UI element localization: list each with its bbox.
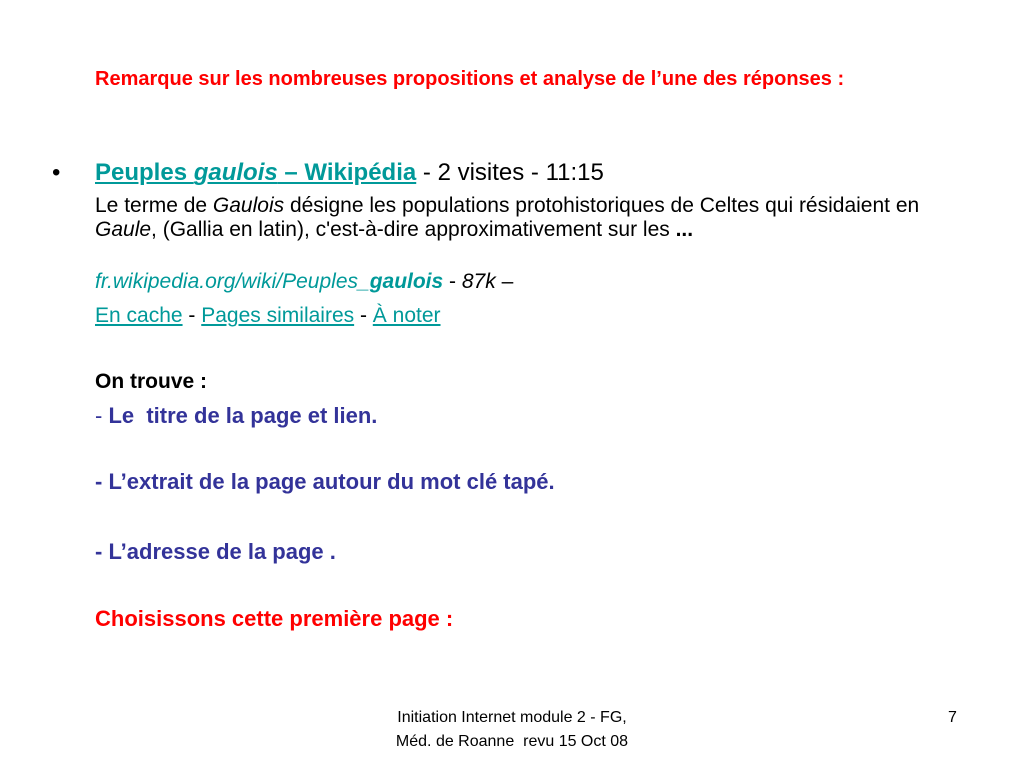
title-part-peuples: Peuples [95,159,194,186]
page-number: 7 [948,709,957,726]
search-result-title-link[interactable] [95,159,416,186]
bullet-marker: • [52,159,61,186]
url-base: fr.wikipedia.org/wiki/Peuples_ [95,270,370,293]
size-dash: – [495,270,514,293]
page-size: 87k [461,270,496,293]
note-link[interactable]: À noter [372,304,441,327]
url-keyword: gaulois [369,270,444,293]
snippet-ellipsis: ... [675,218,694,241]
search-result-url-line [95,269,513,295]
search-result-links [95,303,441,329]
search-result-url [95,270,443,293]
search-result-title-line [95,158,604,188]
snippet-term-gaule: Gaule [95,218,152,241]
footer-line-1: Initiation Internet module 2 - FG, [397,709,627,726]
item-text: Le titre de la page et lien. [108,403,378,428]
analysis-item-title [95,402,377,430]
link-separator: - [354,304,373,327]
cache-link[interactable]: En cache [95,304,183,327]
slide-heading: Remarque sur les nombreuses propositions et analyse de l’une des réponses : [95,68,845,90]
analysis-intro: On trouve : [95,370,208,393]
item-dash: - [95,403,109,428]
snippet-term-gaulois: Gaulois [212,194,285,217]
slide-footer [344,706,680,754]
url-separator: - [443,270,462,293]
snippet-text-2: désigne les populations protohistoriques de Celtes qui résidaient en [284,194,920,217]
snippet-text-3: , (Gallia en latin), c'est-à-dire approximativement sur les [151,218,676,241]
result-visit-meta: - 2 visites - 11:15 [416,159,604,186]
footer-line-2: Méd. de Roanne revu 15 Oct 08 [395,733,629,750]
analysis-item-snippet: - L’extrait de la page autour du mot clé tapé. [95,469,555,494]
title-part-wikipedia: – Wikipédia [277,159,417,186]
link-separator: - [182,304,202,327]
snippet-text-1: Le terme de [95,194,213,217]
search-result-snippet [95,194,965,242]
title-part-gaulois: gaulois [193,159,278,186]
conclusion-text: Choisissons cette première page : [95,606,454,631]
similar-pages-link[interactable]: Pages similaires [201,304,355,327]
analysis-item-address: - L’adresse de la page . [95,539,336,564]
